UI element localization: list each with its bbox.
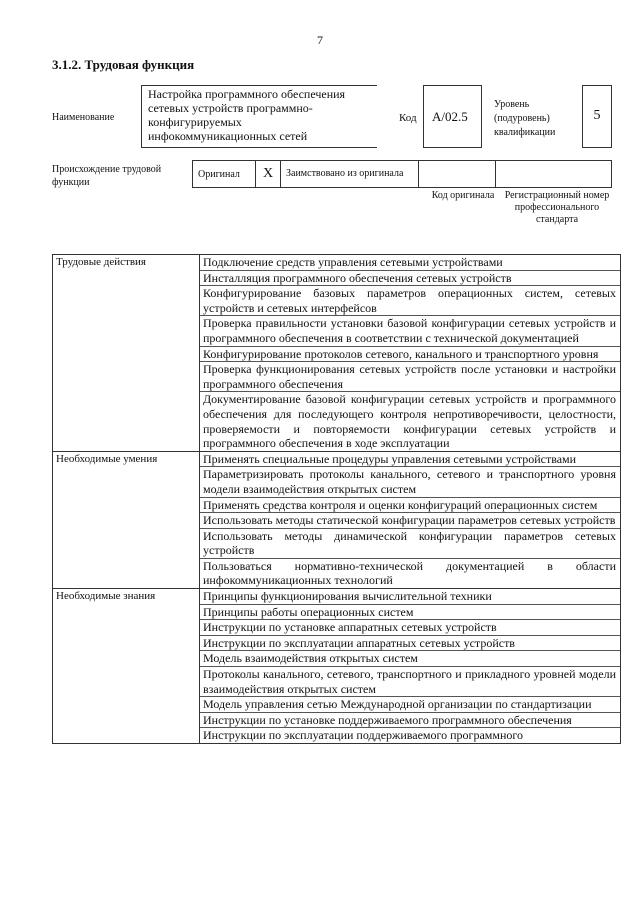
list-item: Проверка правильности установки базовой конфигурации сетевых устройств и программного обеспечения в соответствии с технической документацией <box>200 316 620 346</box>
name-label: Наименование <box>52 112 115 123</box>
function-table <box>52 254 616 744</box>
origin-grid <box>192 160 612 188</box>
section-items-skills <box>200 451 621 588</box>
list-item: Протоколы канального, сетевого, транспортного и прикладного уровней модели взаимодействия открытых систем <box>200 667 620 697</box>
list-item: Конфигурирование протоколов сетевого, канального и транспортного уровня <box>200 347 620 363</box>
reg-number-cell <box>496 161 611 187</box>
list-item: Проверка функционирования сетевых устройств после установки и настройки программного обеспечения <box>200 362 620 392</box>
page-number: 7 <box>317 33 323 47</box>
original-mark: X <box>256 161 281 187</box>
section-row <box>53 451 621 588</box>
list-item: Инструкции по установке аппаратных сетевых устройств <box>200 620 620 636</box>
list-item: Модель управления сетью Международной организации по стандартизации <box>200 697 620 713</box>
origin-label: Происхождение трудовой функции <box>52 164 162 188</box>
list-item: Подключение средств управления сетевыми устройствами <box>200 255 620 271</box>
list-item: Инструкции по эксплуатации аппаратных сетевых устройств <box>200 636 620 652</box>
list-item: Документирование базовой конфигурации сетевых устройств и программного обеспечения для последующего контроля непротиворечивости, целостности, проверяемости и повторяемости конфигурации сетевых устройств и программного обеспечения в ходе эксплуатации <box>203 392 616 451</box>
code-original-cell <box>419 161 496 187</box>
section-title-skills: Необходимые умения <box>53 451 200 588</box>
section-items-knowledge <box>200 589 621 744</box>
list-item: Пользоваться нормативно-технической документацией в области инфокоммуникационных технологий <box>203 558 616 588</box>
function-name: Настройка программного обеспечения сетевых устройств программно-конфигурируемых инфокоммуникационных сетей <box>141 85 377 148</box>
code-label: Код <box>399 112 417 124</box>
list-item: Применять средства контроля и оценки конфигураций операционных систем <box>200 498 620 514</box>
original-label: Оригинал <box>193 161 256 187</box>
list-item: Инсталляция программного обеспечения сетевых устройств <box>200 271 620 287</box>
level-value: 5 <box>582 85 612 148</box>
list-item: Принципы работы операционных систем <box>200 605 620 621</box>
code-value: А/02.5 <box>423 85 482 148</box>
list-item: Принципы функционирования вычислительной техники <box>200 589 620 605</box>
level-label: Уровень (подуровень) квалификации <box>494 99 556 138</box>
code-original-label: Код оригинала <box>431 190 495 201</box>
section-row <box>53 255 621 452</box>
list-item: Применять специальные процедуры управления сетевыми устройствами <box>200 452 620 468</box>
section-items-actions <box>200 255 621 452</box>
borrowed-label: Заимствовано из оригинала <box>281 161 419 187</box>
section-title-knowledge: Необходимые знания <box>53 589 200 744</box>
list-item: Конфигурирование базовых параметров операционных систем, сетевых устройств и сетевых интерфейсов <box>200 286 620 316</box>
list-item: Использовать методы динамической конфигурации параметров сетевых устройств <box>200 529 620 559</box>
section-title: 3.1.2. Трудовая функция <box>52 57 195 72</box>
list-item: Использовать методы статической конфигурации параметров сетевых устройств <box>200 513 620 529</box>
list-item: Параметризировать протоколы канального, сетевого и транспортного уровня модели взаимодействия открытых систем <box>200 467 620 497</box>
function-table-grid <box>52 254 621 744</box>
list-item: Инструкции по установке поддерживаемого программного обеспечения <box>200 713 620 729</box>
reg-number-label: Регистрационный номер профессионального стандарта <box>504 190 610 225</box>
section-row <box>53 589 621 744</box>
section-title-actions: Трудовые действия <box>53 255 200 452</box>
list-item: Инструкции по эксплуатации поддерживаемого программного <box>203 728 524 743</box>
list-item: Модель взаимодействия открытых систем <box>200 651 620 667</box>
